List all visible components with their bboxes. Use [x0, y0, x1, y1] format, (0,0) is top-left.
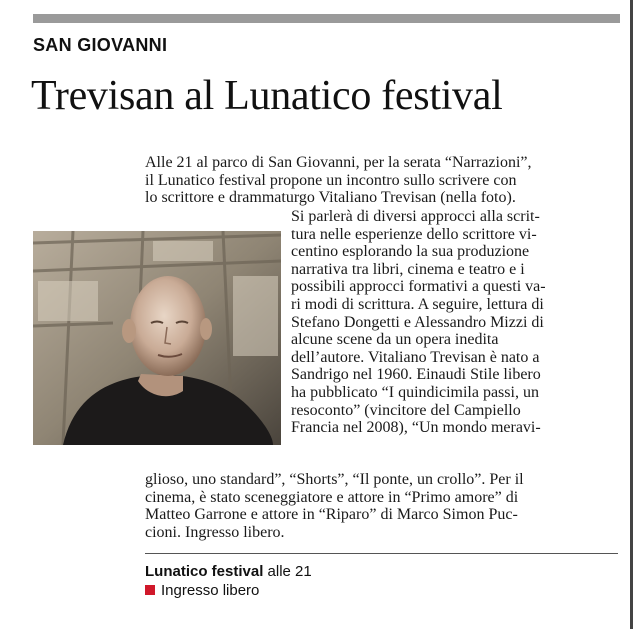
body-line: cioni. Ingresso libero. [145, 523, 285, 541]
page-edge [630, 0, 633, 629]
body-line: cinema, è stato sceneggiatore e attore in “Primo amore” di [145, 488, 519, 506]
body-paragraph-top [145, 154, 618, 207]
article-photo [33, 231, 281, 445]
red-square-icon [145, 585, 155, 595]
body-line: Sandrigo nel 1960. Einaudi Stile libero [291, 366, 541, 384]
headline: Trevisan al Lunatico festival [31, 73, 503, 119]
body-line: possibili approcci formativi a questi va- [291, 278, 546, 296]
info-entry-line [145, 582, 259, 599]
body-line: Francia nel 2008), “Un mondo meravi- [291, 419, 541, 437]
body-line: dell’autore. Vitaliano Trevisan è nato a [291, 348, 540, 366]
body-line: Si parlerà di diversi approcci alla scrit- [291, 208, 540, 225]
body-line: narrativa tra libri, cinema e teatro e i [291, 260, 525, 278]
body-line: Stefano Dongetti e Alessandro Mizzi di [291, 313, 544, 331]
info-event-name: Lunatico festival [145, 563, 264, 580]
info-entry: Ingresso libero [161, 582, 260, 599]
body-line: alcune scene da un opera inedita [291, 331, 499, 349]
body-paragraph-side [291, 208, 618, 437]
body-line: Matteo Garrone e attore in “Riparo” di Marco Simon Puc- [145, 506, 518, 524]
body-line: glioso, uno standard”, “Shorts”, “Il ponte, un crollo”. Per il [145, 471, 524, 488]
body-line: il Lunatico festival propone un incontro sullo scrivere con [145, 171, 517, 189]
body-line: lo scrittore e drammaturgo Vitaliano Trevisan (nella foto). [145, 189, 516, 207]
body-line: resoconto” (vincitore del Campiello [291, 401, 521, 419]
portrait-photo [33, 231, 281, 445]
body-line: centino esplorando la sua produzione [291, 243, 530, 261]
section-label: SAN GIOVANNI [33, 35, 168, 55]
body-line: ri modi di scrittura. A seguire, lettura di [291, 295, 544, 313]
info-divider [145, 553, 618, 554]
body-line: Alle 21 al parco di San Giovanni, per la serata “Narrazioni”, [145, 154, 532, 171]
top-rule-bar [33, 14, 620, 23]
info-event-line [145, 563, 312, 580]
body-line: tura nelle esperienze dello scrittore vi- [291, 225, 537, 243]
body-line: ha pubblicato “I quindicimila passi, un [291, 383, 539, 401]
body-paragraph-bottom [145, 471, 618, 541]
info-event-time: alle 21 [263, 563, 312, 580]
